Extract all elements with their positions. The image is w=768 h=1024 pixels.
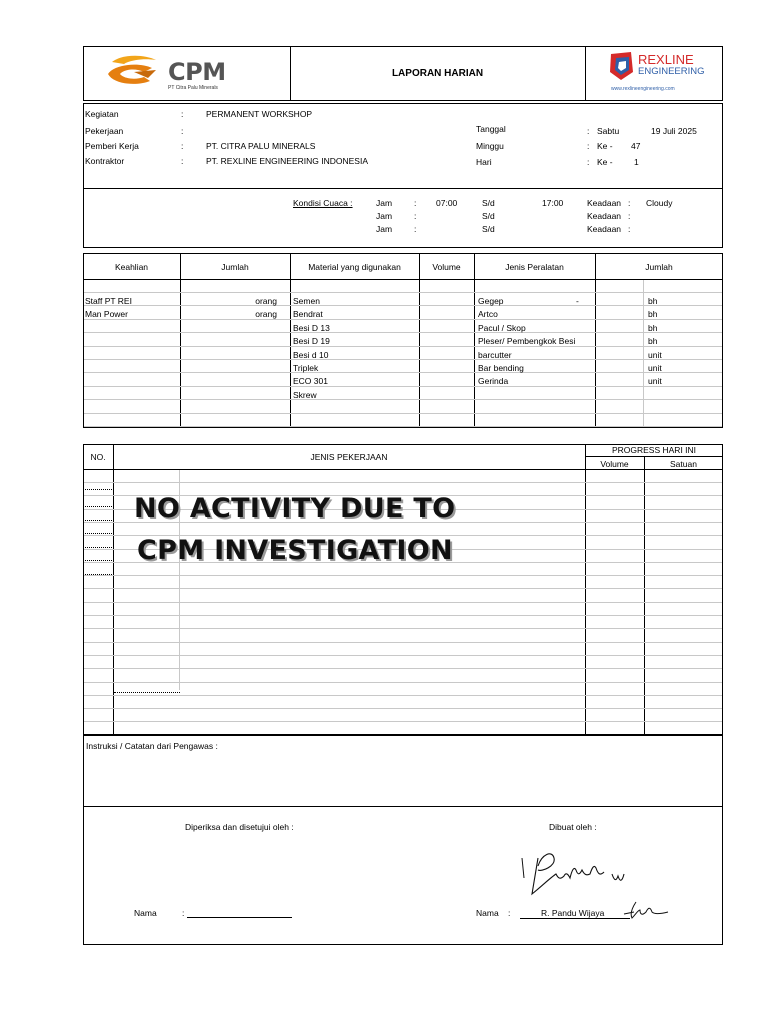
minggu-value: 47 (631, 141, 641, 151)
work-grid-line (84, 721, 722, 722)
peralatan-header: Jenis Peralatan (505, 262, 564, 272)
dibuat-name: R. Pandu Wijaya (541, 908, 605, 918)
dotted-entry-line (85, 520, 112, 521)
resource-grid-line (84, 359, 722, 360)
tanggal-day: Sabtu (597, 126, 620, 136)
peralatan-cell: Artco (478, 309, 498, 320)
nama-label-left: Nama (134, 908, 157, 918)
colon: : (508, 908, 511, 918)
hari-label: Hari (476, 157, 492, 167)
dotted-entry-line (85, 560, 112, 561)
hari-value: 1 (634, 157, 639, 167)
info-divider (83, 188, 723, 189)
diperiksa-label: Diperiksa dan disetujui oleh : (185, 822, 294, 832)
resource-grid-line (84, 426, 722, 427)
keahlian-header: Keahlian (114, 262, 149, 272)
resource-col-divider (180, 253, 181, 428)
pemberi-kerja-label: Pemberi Kerja (85, 141, 139, 151)
resource-grid-line (84, 292, 722, 293)
peralatan-cell: Bar bending (478, 363, 524, 373)
pekerjaan-label: Pekerjaan (85, 126, 124, 136)
cpm-logo-text: CPM (168, 58, 226, 86)
dotted-entry-line (85, 533, 112, 534)
tanggal-label: Tanggal (476, 124, 506, 134)
instruksi-label: Instruksi / Catatan dari Pengawas : (86, 741, 218, 751)
material-cell: Triplek (293, 363, 319, 373)
weather-sd-label: S/d (482, 211, 495, 221)
weather-jam-label: Jam (376, 224, 393, 234)
peralatan-cell: barcutter (478, 349, 512, 360)
weather-jam-label: Jam (376, 198, 393, 208)
weather-from: 07:00 (436, 198, 458, 208)
weather-jam-label: Jam (376, 211, 393, 221)
kontraktor-value: PT. REXLINE ENGINEERING INDONESIA (206, 156, 369, 166)
resource-grid-line (84, 332, 722, 333)
cpm-logo (104, 52, 254, 94)
progress-header: PROGRESS HARI INI (611, 445, 697, 455)
colon: : (587, 141, 590, 151)
kegiatan-value: PERMANENT WORKSHOP (206, 109, 313, 119)
work-col-divider (644, 456, 645, 735)
unit-cell: bh (648, 309, 658, 320)
unit-cell: bh (648, 296, 658, 306)
resource-grid-line (84, 399, 722, 400)
material-cell: Skrew (293, 389, 317, 400)
rexline-logo (607, 50, 707, 96)
unit-cell: unit (648, 363, 662, 373)
material-cell: Semen (293, 296, 320, 306)
peralatan-cell: Pacul / Skop (478, 322, 526, 333)
signature (512, 848, 632, 903)
progress-header-divider (585, 456, 723, 457)
peralatan-cell: Pleser/ Pembengkok Besi (478, 336, 576, 347)
resource-grid-line (84, 346, 722, 347)
colon: : (414, 211, 417, 221)
weather-keadaan-label: Keadaan (587, 211, 622, 221)
weather-to: 17:00 (542, 198, 564, 208)
cpm-logo-subtitle: PT Citra Palu Minerals (168, 85, 218, 91)
dibuat-label: Dibuat oleh : (549, 822, 597, 832)
cpm-swirl-icon (104, 52, 166, 92)
unit-cell: unit (648, 349, 662, 360)
colon: : (181, 109, 184, 119)
work-grid-line (84, 708, 722, 709)
colon: : (587, 157, 590, 167)
minggu-label: Minggu (476, 141, 504, 151)
weather-sd-label: S/d (482, 198, 495, 208)
resource-col-divider (419, 253, 420, 428)
weather-keadaan-label: Keadaan (587, 224, 622, 234)
colon: : (628, 224, 631, 234)
volume-header: Volume (432, 262, 461, 272)
resource-header-divider (83, 279, 723, 280)
material-cell: Bendrat (293, 309, 323, 320)
no-activity-stamp-line1: NO ACTIVITY DUE TO (134, 493, 456, 524)
work-col-divider (585, 444, 586, 735)
pemberi-kerja-value: PT. CITRA PALU MINERALS (206, 141, 316, 151)
colon: : (628, 211, 631, 221)
colon: : (181, 156, 184, 166)
material-cell: ECO 301 (293, 376, 328, 387)
colon: : (628, 198, 631, 208)
colon: : (182, 908, 185, 918)
hari-ke: Ke - (597, 157, 613, 167)
peralatan-cell: Gegep (478, 296, 504, 306)
nama-label-right: Nama (476, 908, 499, 918)
kondisi-cuaca-label: Kondisi Cuaca : (293, 198, 353, 208)
nama-line-left (187, 917, 292, 918)
dotted-entry-line (85, 489, 112, 490)
jumlah-header: Jumlah (221, 262, 249, 272)
unit-cell: unit (648, 376, 662, 387)
volume-progress-header: Volume (600, 459, 629, 469)
dotted-entry-line (114, 692, 180, 693)
tanggal-date: 19 Juli 2025 (651, 126, 697, 136)
material-cell: Besi D 19 (293, 336, 330, 347)
material-cell: Besi d 10 (293, 349, 329, 360)
resource-col-divider (290, 253, 291, 428)
keahlian-cell: Staff PT REI (85, 296, 132, 306)
jumlah-cell: orang (255, 309, 277, 320)
jumlah-peralatan-header: Jumlah (645, 262, 673, 272)
initials-signature (622, 898, 670, 922)
rexline-url: www.rexlineengineering.com (611, 86, 675, 92)
colon: : (414, 198, 417, 208)
peralatan-cell: Gerinda (478, 376, 509, 387)
colon: : (181, 141, 184, 151)
resource-col-divider (595, 253, 596, 428)
colon: : (587, 126, 590, 136)
resource-grid-line (84, 386, 722, 387)
resource-grid-line (84, 372, 722, 373)
colon: : (414, 224, 417, 234)
dotted-entry-line (85, 574, 112, 575)
jumlah-cell: orang (255, 296, 277, 306)
info-section (83, 103, 723, 248)
resource-col-divider (474, 253, 475, 428)
keahlian-cell: Man Power (85, 309, 128, 320)
work-grid-line (84, 695, 722, 696)
minggu-ke: Ke - (597, 141, 613, 151)
peralatan-dash: - (576, 296, 579, 306)
header-divider (585, 46, 586, 101)
kontraktor-label: Kontraktor (85, 156, 125, 166)
no-header: NO. (90, 452, 106, 462)
resource-grid-line (643, 280, 644, 427)
jenis-pekerjaan-header: JENIS PEKERJAAN (310, 452, 388, 462)
report-title: LAPORAN HARIAN (391, 68, 484, 79)
colon: : (181, 126, 184, 136)
dotted-entry-line (85, 506, 112, 507)
no-activity-stamp-line2: CPM INVESTIGATION (137, 535, 453, 566)
kegiatan-label: Kegiatan (85, 109, 119, 119)
weather-keadaan-value: Cloudy (646, 198, 673, 208)
dotted-entry-line (85, 547, 112, 548)
weather-keadaan-label: Keadaan (587, 198, 622, 208)
rexline-logo-line2: ENGINEERING (638, 66, 705, 77)
nama-line-right (520, 918, 630, 919)
satuan-header: Satuan (670, 459, 697, 469)
rexline-logo-line1: REXLINE (638, 52, 694, 67)
unit-cell: bh (648, 322, 658, 333)
rexline-shield-icon (607, 50, 637, 82)
weather-sd-label: S/d (482, 224, 495, 234)
material-header: Material yang digunakan (308, 262, 401, 272)
material-cell: Besi D 13 (293, 322, 330, 333)
instruksi-divider (83, 806, 723, 807)
unit-cell: bh (648, 336, 658, 347)
resource-grid-line (84, 413, 722, 414)
